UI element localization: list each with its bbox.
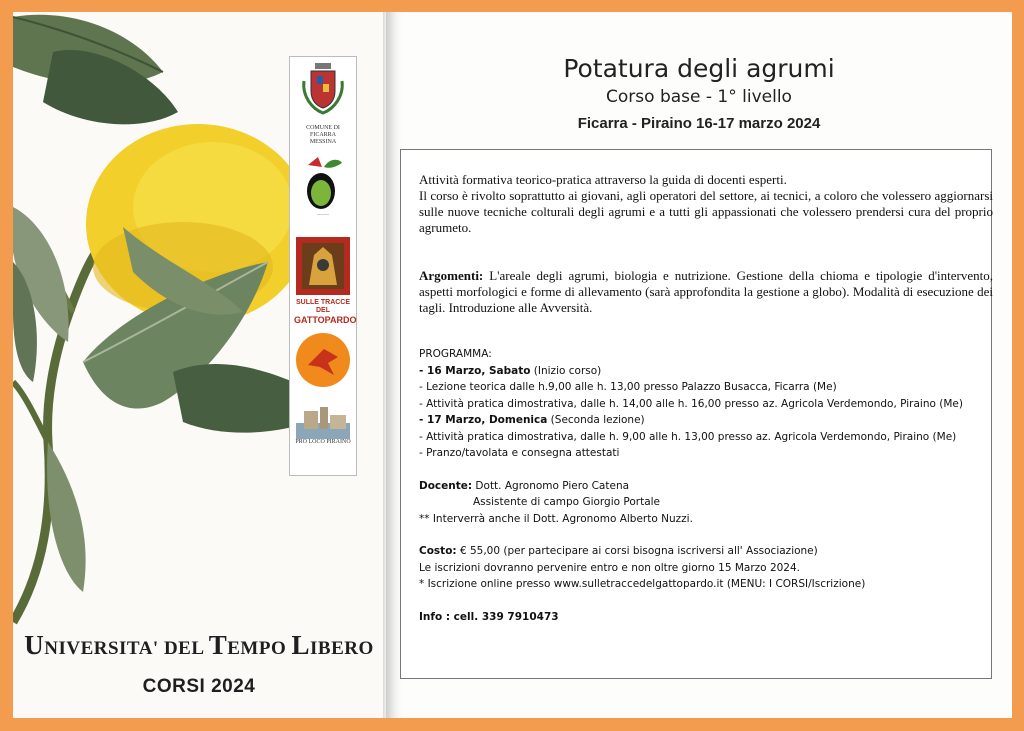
sponsor-logos-strip (289, 56, 357, 476)
deadline-line: Le iscrizioni dovranno pervenire entro e non oltre giorno 15 Marzo 2024. (419, 561, 801, 574)
svg-text:———: ——— (317, 211, 329, 216)
guest-line: ** Interverrà anche il Dott. Agronomo Alberto Nuzzi. (419, 512, 693, 525)
university-title: UNIVERSITA' DEL TEMPO LIBERO (24, 630, 374, 660)
info-phone: Info : cell. 339 7910473 (419, 610, 559, 623)
cover-panel (13, 12, 385, 718)
topics-paragraph: Argomenti: L'areale degli agrumi, biologia e nutrizione. Gestione della chioma e tipologie d'intervento, aspetti morfologici e forme di allevamento (sarà approfondita la gestione a globo). Modalità di esecuzione dei tagli. Introduzione alle Avversità. (419, 268, 993, 315)
day2-item: - Attività pratica dimostrativa, dalle h. 9,00 alle h. 13,00 presso az. Agricola Verdemondo, Piraino (Me) (419, 430, 957, 443)
comune-ficarra-coat-of-arms-icon (294, 61, 352, 117)
intro-paragraph: Attività formativa teorico-pratica attraverso la guida di docenti esperti. Il corso è rivolto soprattutto ai giovani, agli operatori del settore, ai tecnici, a coloro che volessero aggiornarsi sulle nuove tecniche colturali degli agrumi e a tutti gli appassionati che volessero prendersi cura del proprio agrumeto. (419, 172, 993, 235)
gattopardo-caption: SULLE TRACCE DEL GATTOPARDO (294, 299, 357, 325)
courses-year: CORSI 2024 (142, 676, 256, 697)
day1-item: - Attività pratica dimostrativa, dalle h. 14,00 alle h. 16,00 presso az. Agricola Verdemondo, Piraino (Me) (419, 397, 963, 410)
comune-ficarra-caption: COMUNE DI FICARRA MESSINA (306, 125, 340, 145)
assistant-line: Assistente di campo Giorgio Portale (473, 496, 661, 508)
pro-loco-caption: PRO LOCO PIRAINO (295, 439, 351, 445)
day2-item: - Pranzo/tavolata e consegna attestati (419, 447, 620, 459)
course-place-date: Ficarra - Piraino 16-17 marzo 2024 (577, 115, 821, 132)
day2-heading: - 17 Marzo, Domenica (Seconda lezione) (419, 414, 645, 426)
day1-item: - Lezione teorica dalle h.9,00 alle h. 13,00 presso Palazzo Busacca, Ficarra (Me) (419, 381, 837, 393)
day1-heading: - 16 Marzo, Sabato (Inizio corso) (419, 364, 602, 377)
program-heading: PROGRAMMA: (419, 348, 492, 360)
course-title: Potatura degli agrumi (563, 54, 835, 83)
course-info-box (400, 149, 992, 679)
gattopardo-logo-icon (294, 235, 352, 297)
cost-line: Costo: € 55,00 (per partecipare ai corsi bisogna iscriversi all' Associazione) (419, 545, 818, 557)
course-details-panel (386, 12, 1012, 718)
olive-logo-icon (294, 153, 352, 217)
course-level: Corso base - 1° livello (606, 87, 792, 107)
teacher-line: Docente: Dott. Agronomo Piero Catena (419, 479, 630, 492)
program-section (419, 346, 993, 625)
online-registration-line: * Iscrizione online presso www.sulletraccedelgattopardo.it (MENU: I CORSI/Iscrizione) (419, 578, 866, 590)
orange-bird-logo-icon (294, 329, 352, 391)
pro-loco-piraino-icon (294, 403, 352, 443)
